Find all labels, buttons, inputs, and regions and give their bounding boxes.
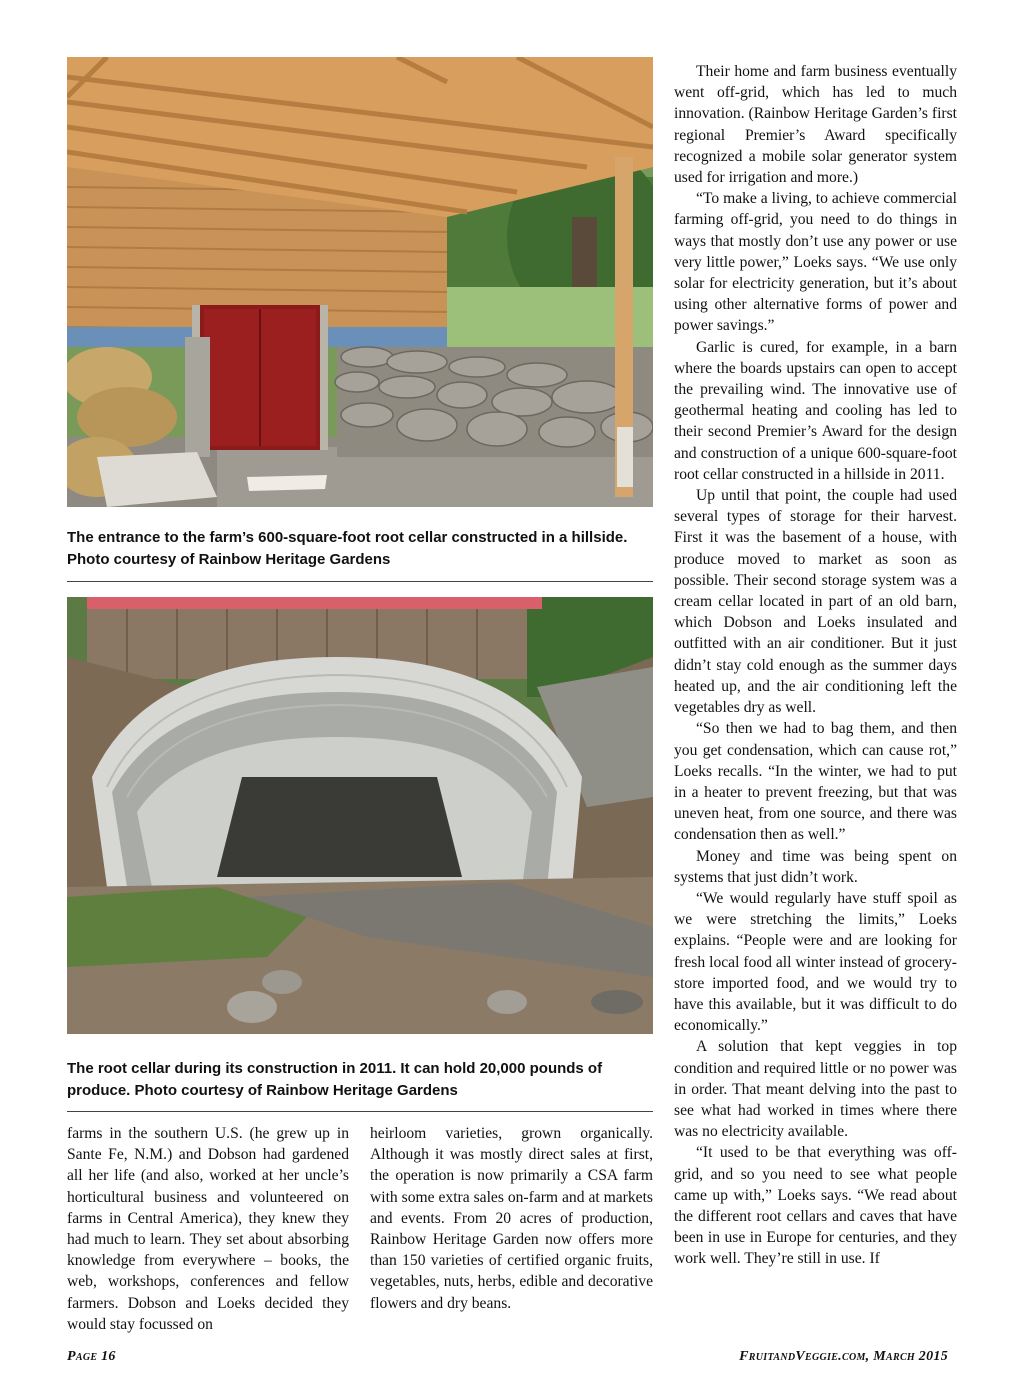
paragraph: “So then we had to bag them, and then you get condensation, which can cause rot,” Loeks recalls. “In the winter, we had to put in a heater to prevent freezing, but that was uneven heat, from one source, and there was condensation then as well.” bbox=[674, 720, 957, 844]
paragraph: “To make a living, to achieve commercial farming off-grid, you need to do things in ways that mostly don’t use any power or use very little power,” Loeks says. “We use only solar for electricity generation, but it’s about using other alternative forms of power and power savings.” bbox=[674, 190, 957, 335]
paragraph: Garlic is cured, for example, in a barn where the boards upstairs can open to accept the prevailing wind. The innovative use of geothermal heating and cooling has led to their second Premier’s Award for the design and construction of a unique 600-square-foot root cellar constructed in a hillside in 2011. bbox=[674, 338, 957, 483]
publication-credit: FruitandVeggie.com, March 2015 bbox=[739, 1349, 948, 1364]
paragraph: farms in the southern U.S. (he grew up in Sante Fe, N.M.) and Dobson had gardened all her life (and also, worked at her uncle’s horticultural business and volunteered on farms in Central America), they knew they had much to learn. They set about absorbing knowledge from everywhere – books, the web, workshops, conferences and fellow farmers. Dobson and Loeks decided they would stay focussed on bbox=[67, 1125, 349, 1333]
caption-divider bbox=[67, 581, 653, 582]
paragraph: Their home and farm business eventually went off-grid, which has led to much innovation. (Rainbow Heritage Garden’s first regional Premier’s Award specifically recognized a mobile solar generator system used for irrigation and more.) bbox=[674, 63, 957, 187]
photo1-caption: The entrance to the farm’s 600-square-foot root cellar constructed in a hillside. Photo courtesy of Rainbow Heritage Gardens bbox=[67, 529, 628, 568]
paragraph: “It used to be that everything was off-grid, and so you need to see what people came up with,” Loeks says. “We read about the different root cellars and caves that have been in use in Europe for centuries, and they work well. They’re still in use. If bbox=[674, 1144, 957, 1268]
root-cellar-entrance-photo bbox=[67, 57, 653, 507]
paragraph: Up until that point, the couple had used several types of storage for their harvest. First it was the basement of a house, with produce moved to market as soon as possible. Their second storage system was a cream cellar located in part of an old barn, which Dobson and Loeks insulated and outfitted with an air conditioner. But it just didn’t stay cold enough as the summer days heated up, and the air conditioning left the vegetables dry as well. bbox=[674, 487, 957, 717]
page-number: Page 16 bbox=[67, 1349, 116, 1364]
article-column-left bbox=[67, 1123, 349, 1335]
paragraph: A solution that kept veggies in top condition and required little or no power was in order. That meant delving into the past to see what had worked in times where there was no electricity available. bbox=[674, 1038, 957, 1141]
caption-divider bbox=[67, 1111, 653, 1112]
paragraph: “We would regularly have stuff spoil as we were stretching the limits,” Loeks explains. “People were and are looking for fresh local food all winter instead of grocery-store imported food, and we would try to have this available, but it was difficult to do economically.” bbox=[674, 889, 957, 1035]
paragraph: Money and time was being spent on systems that just didn’t work. bbox=[674, 847, 957, 886]
photo2-caption: The root cellar during its construction in 2011. It can hold 20,000 pounds of produce. Photo courtesy of Rainbow Heritage Gardens bbox=[67, 1060, 603, 1099]
article-column-right bbox=[674, 61, 957, 1270]
article-column-middle bbox=[370, 1123, 653, 1314]
paragraph: heirloom varieties, grown organically. Although it was mostly direct sales at first, the operation is now primarily a CSA farm with some extra sales on-farm and at markets and events. From 20 acres of production, Rainbow Heritage Garden now offers more than 150 varieties of certified organic fruits, vegetables, nuts, herbs, edible and decorative flowers and dry beans. bbox=[370, 1125, 653, 1312]
root-cellar-construction-photo bbox=[67, 597, 653, 1034]
